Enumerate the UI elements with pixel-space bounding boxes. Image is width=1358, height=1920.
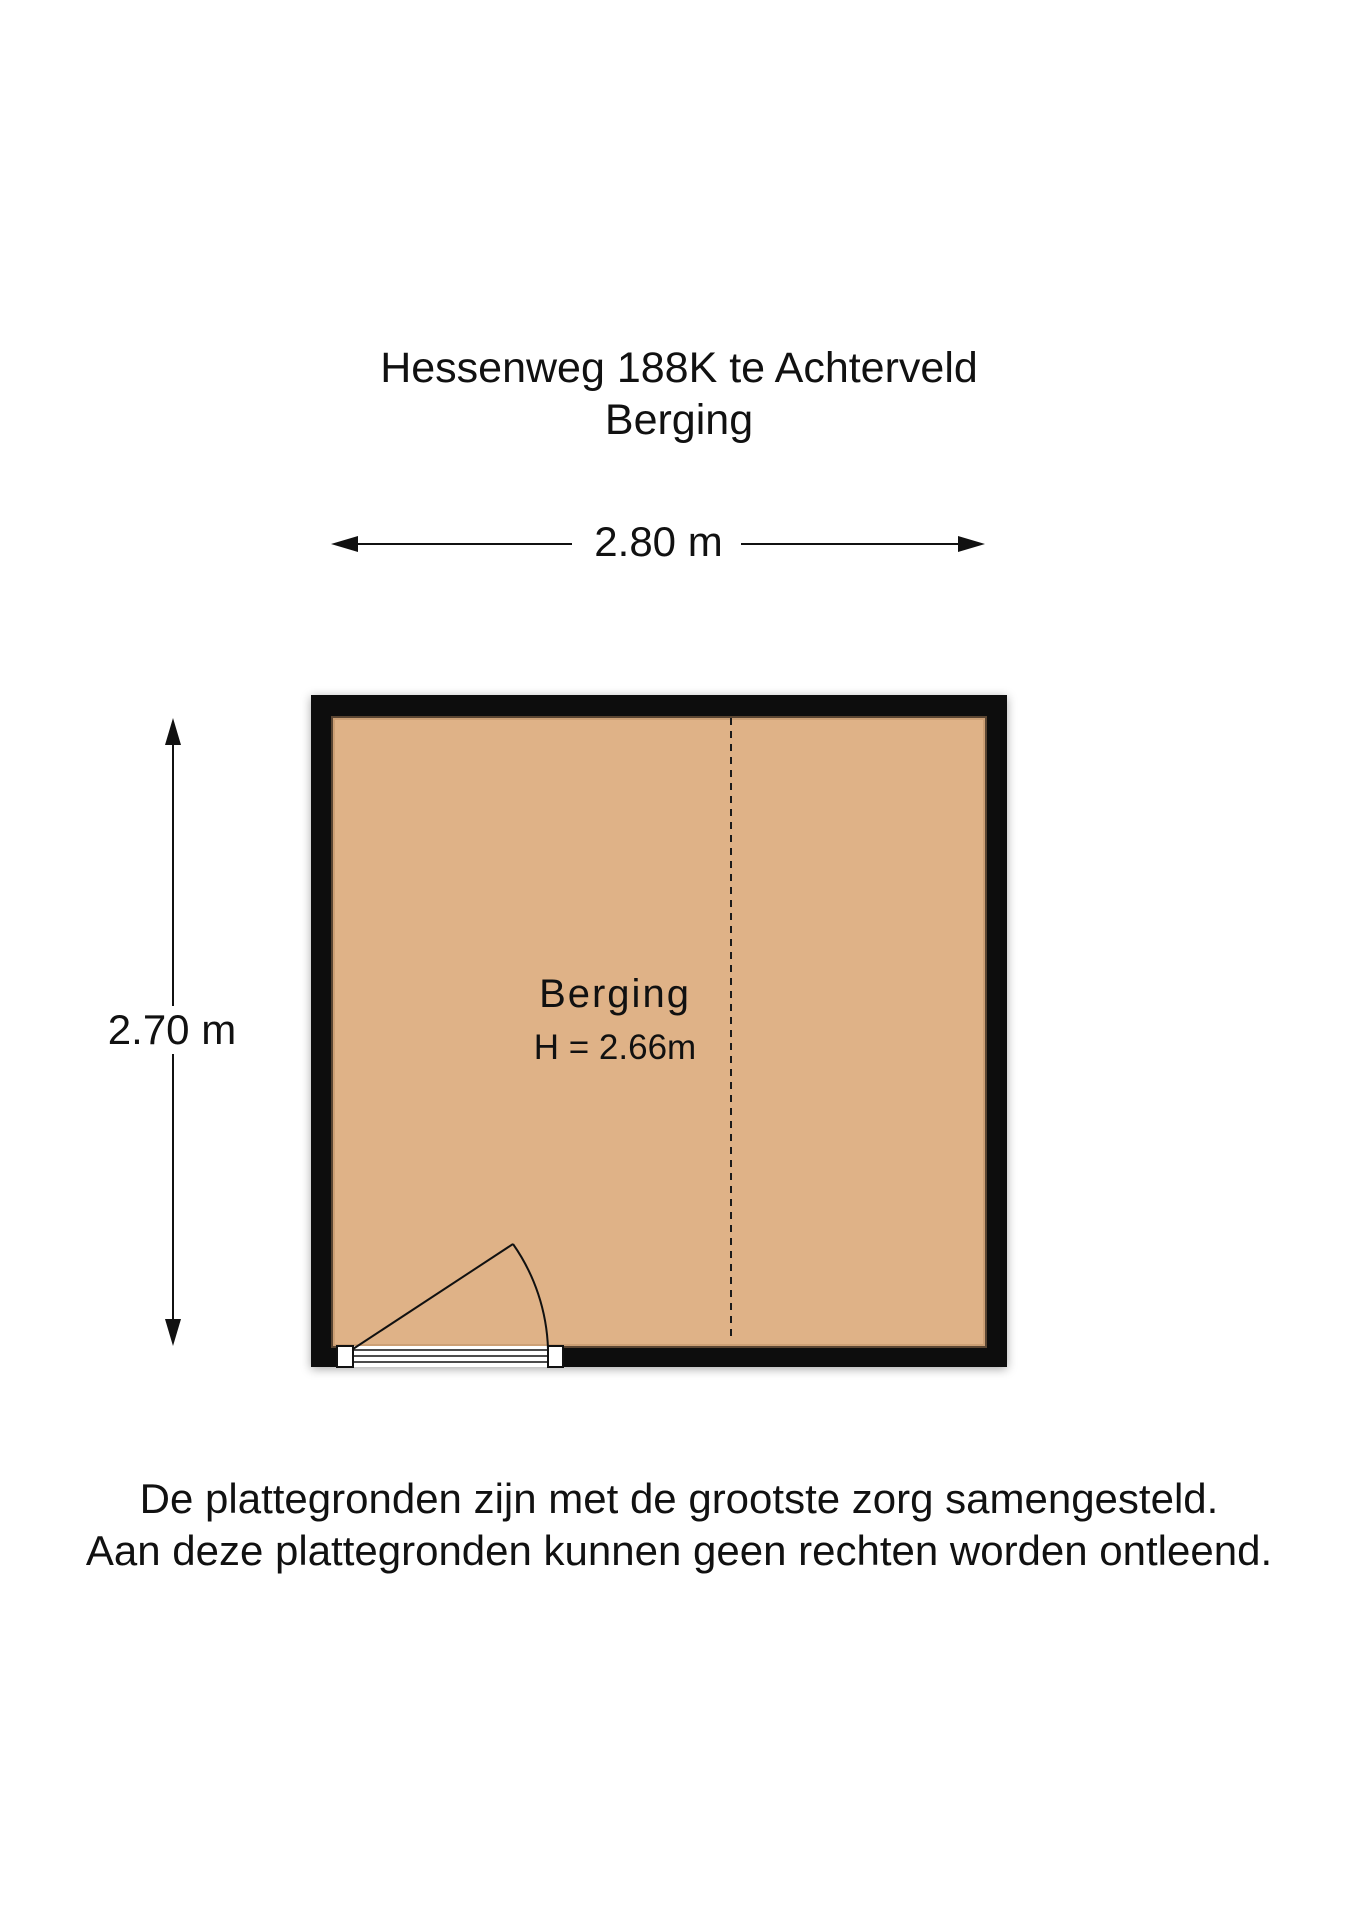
width-label: 2.80 m — [594, 518, 723, 565]
height-label: 2.70 m — [90, 1006, 254, 1054]
disclaimer-line-1: De plattegronden zijn met de grootste zorg samengesteld. — [139, 1475, 1219, 1522]
disclaimer-line-2: Aan deze plattegronden kunnen geen rechten worden ontleend. — [85, 1527, 1273, 1574]
disclaimer — [0, 1473, 1358, 1577]
floor-title: Berging — [604, 396, 754, 444]
address-title: Hessenweg 188K te Achterveld — [380, 344, 978, 392]
room-name: Berging — [539, 972, 691, 1016]
width-dimension — [331, 514, 986, 570]
room-height: H = 2.66m — [533, 1028, 697, 1067]
